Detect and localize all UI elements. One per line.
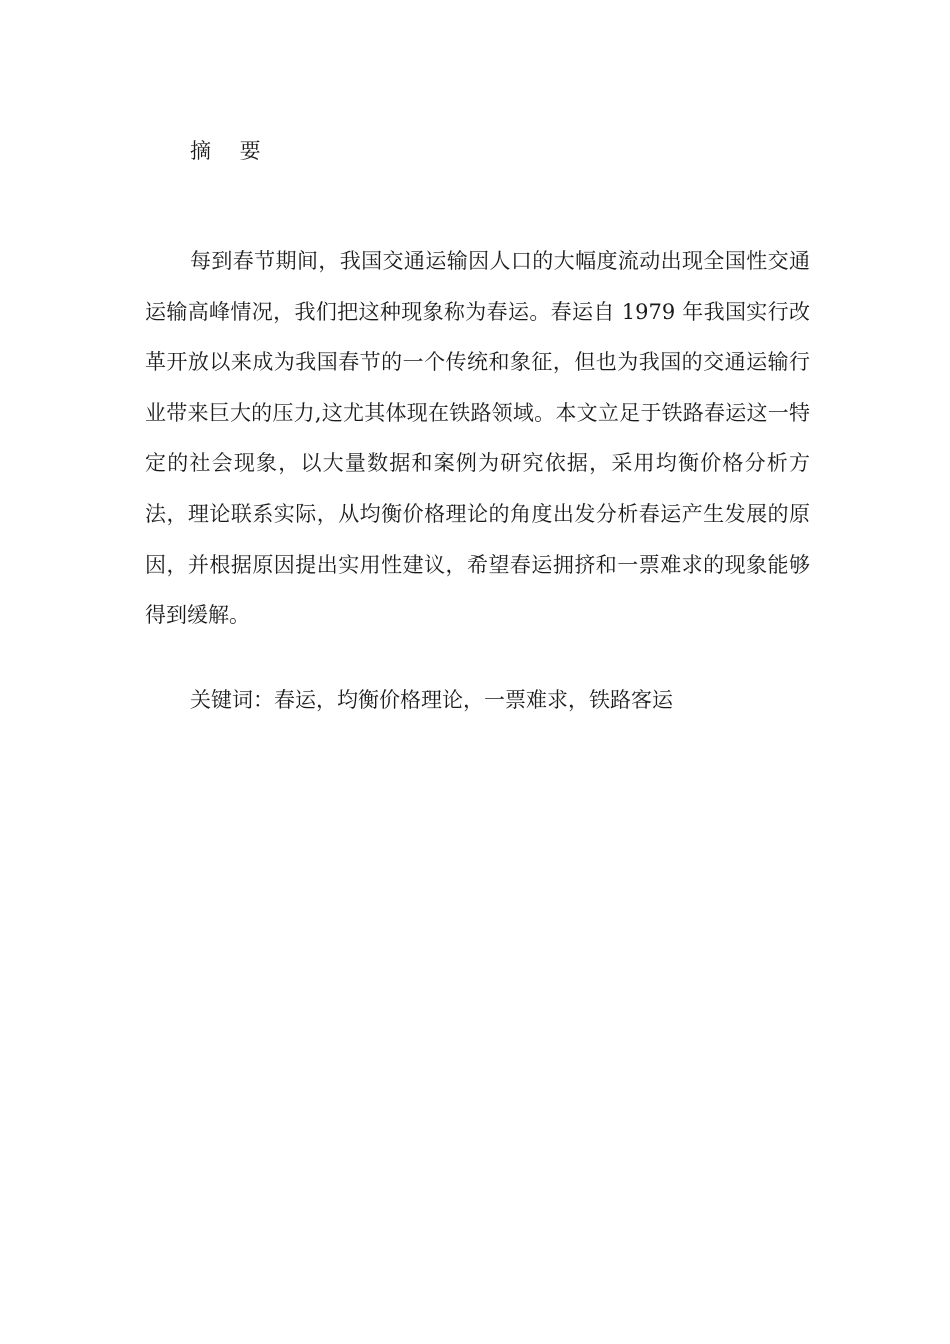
keywords-line: 关键词：春运，均衡价格理论，一票难求，铁路客运 (190, 688, 673, 712)
abstract-heading: 摘 要 (190, 139, 272, 163)
abstract-paragraph: 每到春节期间，我国交通运输因人口的大幅度流动出现全国性交通运输高峰情况，我们把这种现象称为春运。春运自 1979 年我国实行改革开放以来成为我国春节的一个传统和象征，但也为我国的交通运输行业带来巨大的压力,这尤其体现在铁路领域。本文立足于铁路春运这一特定的社会现象，以大量数据和案例为研究依据，采用均衡价格分析方法，理论联系实际，从均衡价格理论的角度出发分析春运产生发展的原因，并根据原因提出实用性建议，希望春运拥挤和一票难求的现象能够得到缓解。 (145, 249, 810, 628)
